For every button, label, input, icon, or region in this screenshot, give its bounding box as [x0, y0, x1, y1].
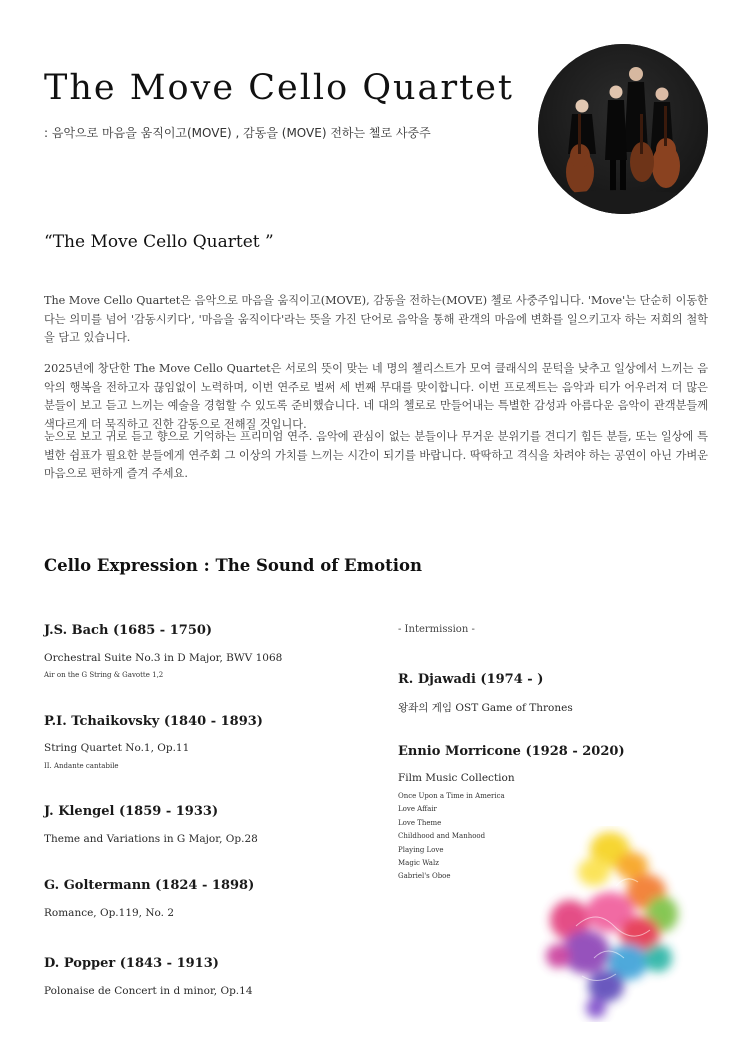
- composer-popper: D. Popper (1843 - 1913): [44, 956, 219, 971]
- intermission-label: - Intermission -: [398, 624, 475, 635]
- composer-klengel: J. Klengel (1859 - 1933): [44, 804, 219, 819]
- movement-bach: Air on the G String & Gavotte 1,2: [44, 671, 164, 679]
- list-item: Childhood and Manhood: [398, 832, 486, 841]
- composer-goltermann: G. Goltermann (1824 - 1898): [44, 878, 255, 893]
- list-item: Gabriel's Oboe: [398, 872, 451, 881]
- intro-heading: “The Move Cello Quartet ”: [44, 232, 274, 252]
- work-morricone: Film Music Collection: [398, 772, 515, 784]
- program-heading: Cello Expression : The Sound of Emotion: [44, 556, 422, 575]
- list-item: Magic Walz: [398, 859, 439, 868]
- work-goltermann: Romance, Op.119, No. 2: [44, 907, 175, 919]
- intro-paragraph-1: The Move Cello Quartet은 음악으로 마음을 움직이고(MOVE), 감동을 전하는(MOVE) 첼로 사중주입니다. 'Move'는 단순히 이동한다는 의미를 넘어 '감동시키다', '마음을 움직이다'라는 뜻을 가진 단어로 음악을 통해 관객의 마음에 변화를 일으키고자 하는 저희의 철학을 담고 있습니다.: [44, 294, 708, 344]
- main-title: The Move Cello Quartet: [44, 68, 514, 108]
- list-item: Love Theme: [398, 818, 442, 827]
- composer-morricone: Ennio Morricone (1928 - 2020): [398, 744, 625, 759]
- composer-tchaikovsky: P.I. Tchaikovsky (1840 - 1893): [44, 714, 263, 729]
- movement-tchaikovsky: II. Andante cantabile: [44, 762, 119, 770]
- composer-djawadi: R. Djawadi (1974 - ): [398, 672, 544, 687]
- work-klengel: Theme and Variations in G Major, Op.28: [44, 833, 258, 845]
- subtitle: : 음악으로 마음을 움직이고(MOVE) , 감동을 (MOVE) 전하는 첼로 사중주: [44, 126, 431, 140]
- work-djawadi: 왕좌의 게임 OST Game of Thrones: [398, 702, 573, 714]
- composer-bach: J.S. Bach (1685 - 1750): [44, 623, 213, 638]
- work-bach: Orchestral Suite No.3 in D Major, BWV 1068: [44, 652, 283, 664]
- list-item: Love Affair: [398, 805, 437, 814]
- intro-paragraph-3: 눈으로 보고 귀로 듣고 향으로 기억하는 프리미엄 연주. 음악에 관심이 없는 분들이나 무거운 분위기를 견디기 힘든 분들, 또는 일상에 특별한 쉼표가 필요한 분들에게 연주회 그 이상의 가치를 느끼는 시간이 되기를 바랍니다. 딱딱하고 격식을 차려야 하는 공연이 아닌 가벼운 마음으로 편하게 즐겨 주세요.: [44, 430, 708, 480]
- list-item: Playing Love: [398, 845, 444, 854]
- quartet-photo-icon: [538, 44, 708, 214]
- film-music-list: [398, 790, 505, 884]
- color-splash-icon: [536, 826, 696, 1022]
- work-tchaikovsky: String Quartet No.1, Op.11: [44, 742, 190, 754]
- list-item: Once Upon a Time in America: [398, 792, 505, 800]
- work-popper: Polonaise de Concert in d minor, Op.14: [44, 985, 253, 997]
- intro-paragraph-2: 2025년에 창단한 The Move Cello Quartet은 서로의 뜻이 맞는 네 명의 첼리스트가 모여 클래식의 문턱을 낮추고 일상에서 느끼는 음악의 행복을 전하고자 끊임없이 노력하며, 이번 연주로 벌써 세 번째 무대를 맞이합니다. 이번 프로젝트는 음악과 티가 어우러져 더 많은 분들이 보고 듣고 느끼는 예술을 경험할 수 있도록 준비했습니다. 네 대의 첼로로 만들어내는 특별한 감성과 아름다운 음악이 관객분들께 색다르게 더 묵직하고 진한 감동으로 전해질 것입니다.: [44, 362, 708, 431]
